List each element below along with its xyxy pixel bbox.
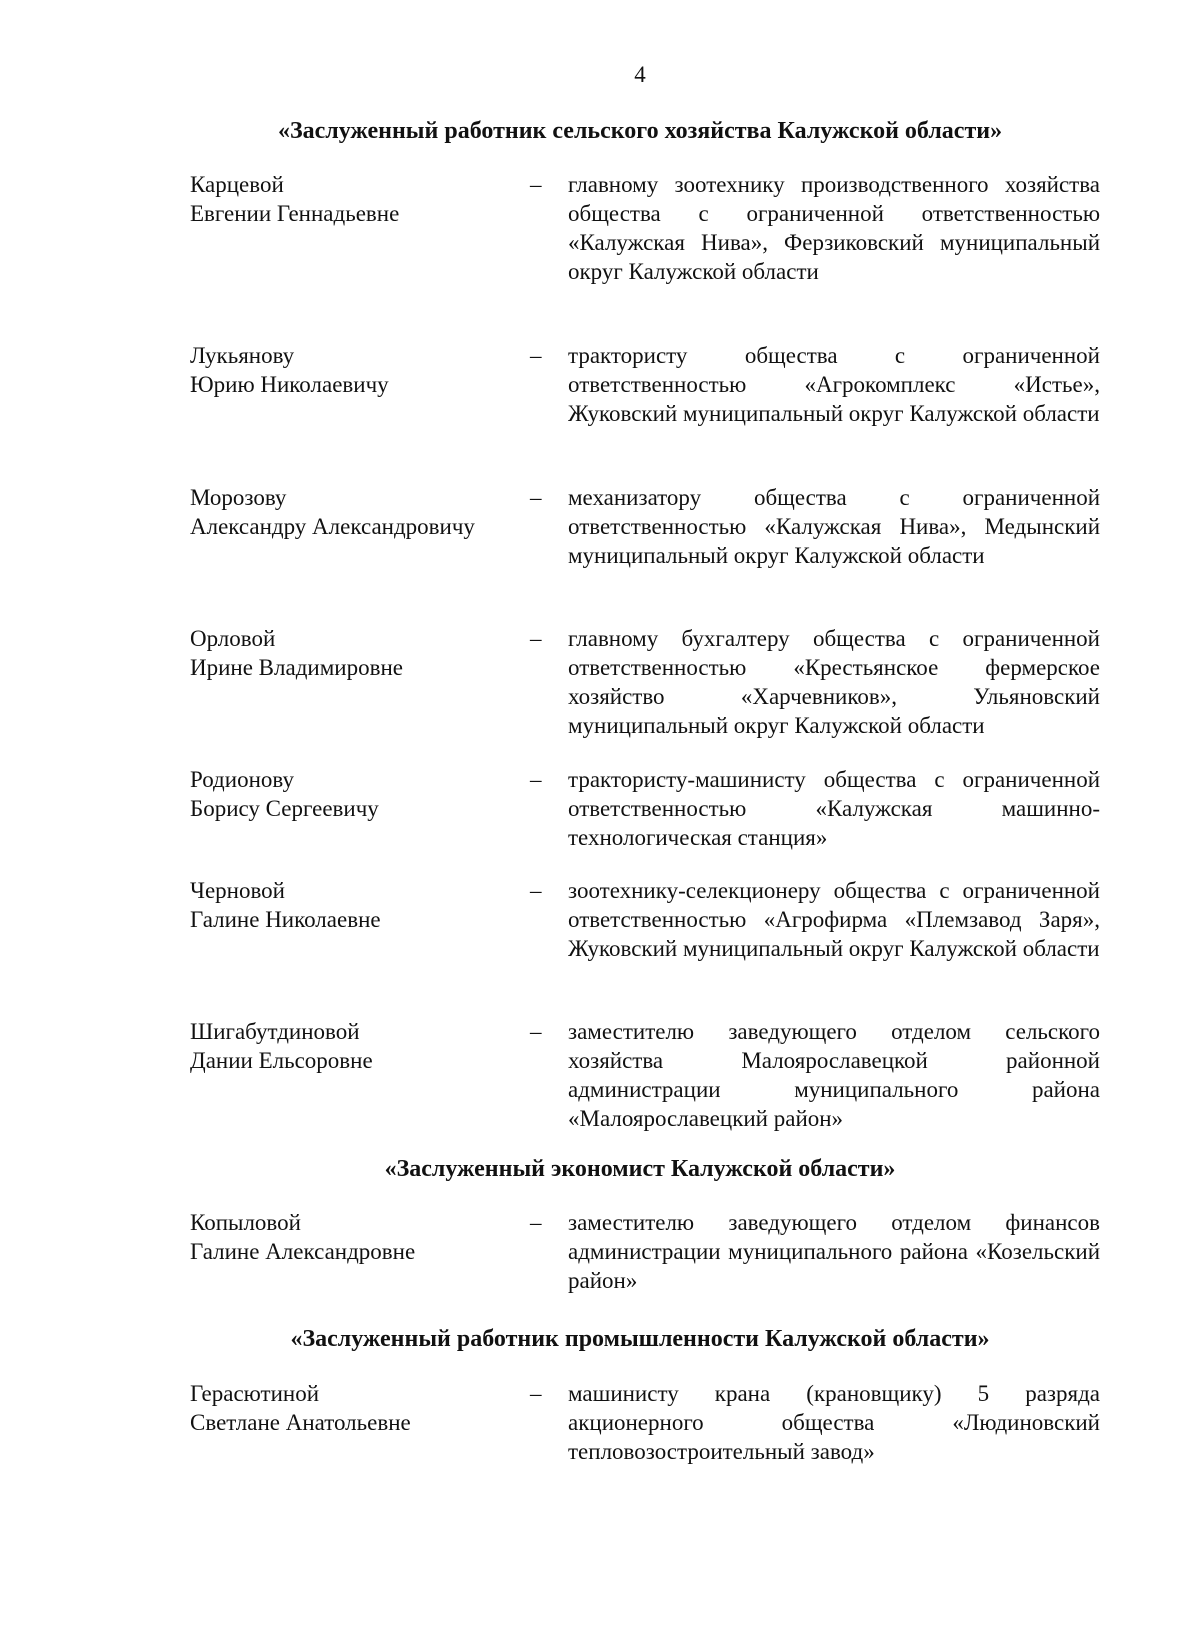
recipient-given-names: Ирине Владимировне — [190, 655, 403, 680]
recipient-name — [190, 483, 510, 541]
recipient-surname: Лукьянову — [190, 343, 295, 368]
recipient-position: заместителю заведующего отделом финансов администрации муниципального района «Козельский район» — [568, 1210, 1100, 1293]
recipient-surname: Родионову — [190, 767, 294, 792]
recipient-given-names: Евгении Геннадьевне — [190, 201, 400, 226]
recipient-surname: Черновой — [190, 878, 285, 903]
recipient-name — [190, 1379, 510, 1437]
recipient-surname: Орловой — [190, 626, 276, 651]
dash: – — [530, 1019, 542, 1044]
recipient-name — [190, 765, 510, 823]
recipient-position: зоотехнику-селекционеру общества с ограниченной ответственностью «Агрофирма «Племзавод Заря», Жуковский муниципальный округ Калужской области — [568, 878, 1100, 961]
section-heading-economist: «Заслуженный экономист Калужской области» — [384, 1156, 896, 1182]
recipient-given-names: Александру Александровичу — [190, 514, 475, 539]
recipient-surname: Шигабутдиновой — [190, 1019, 360, 1044]
dash: – — [530, 626, 542, 651]
dash: – — [530, 485, 542, 510]
recipient-position: механизатору общества с ограниченной ответственностью «Калужская Нива», Медынский муниципальный округ Калужской области — [568, 485, 1100, 568]
recipient-given-names: Галине Александровне — [190, 1239, 416, 1264]
section-heading-industry: «Заслуженный работник промышленности Калужской области» — [290, 1326, 990, 1352]
recipient-surname: Морозову — [190, 485, 287, 510]
page-number: 4 — [634, 62, 646, 87]
recipient-name — [190, 624, 510, 682]
recipient-surname: Карцевой — [190, 172, 284, 197]
recipient-given-names: Галине Николаевне — [190, 907, 381, 932]
recipient-position: главному бухгалтеру общества с ограниченной ответственностью «Крестьянское фермерское хозяйство «Харчевников», Ульяновский муниципальный округ Калужской области — [568, 626, 1100, 738]
recipient-given-names: Дании Ельсоровне — [190, 1048, 373, 1073]
recipient-name — [190, 1017, 510, 1075]
recipient-given-names: Юрию Николаевичу — [190, 372, 389, 397]
dash: – — [530, 1210, 542, 1235]
recipient-surname: Герасютиной — [190, 1381, 320, 1406]
recipient-given-names: Светлане Анатольевне — [190, 1410, 411, 1435]
recipient-position: главному зоотехнику производственного хозяйства общества с ограниченной ответственностью «Калужская Нива», Ферзиковский муниципальный округ Калужской области — [568, 172, 1100, 284]
recipient-position: машинисту крана (крановщику) 5 разряда акционерного общества «Людиновский тепловозостроительный завод» — [568, 1381, 1100, 1464]
dash: – — [530, 878, 542, 903]
recipient-surname: Копыловой — [190, 1210, 301, 1235]
recipient-name — [190, 170, 510, 228]
recipient-given-names: Борису Сергеевичу — [190, 796, 379, 821]
recipient-position: трактористу общества с ограниченной ответственностью «Агрокомплекс «Истье», Жуковский муниципальный округ Калужской области — [568, 343, 1100, 426]
recipient-name — [190, 341, 510, 399]
recipient-name — [190, 876, 510, 934]
recipient-position: заместителю заведующего отделом сельского хозяйства Малоярославецкой районной администрации муниципального района «Малоярославецкий район» — [568, 1019, 1100, 1131]
dash: – — [530, 1381, 542, 1406]
section-heading-agriculture: «Заслуженный работник сельского хозяйства Калужской области» — [277, 118, 1003, 144]
recipient-name — [190, 1208, 510, 1266]
recipient-position: трактористу-машинисту общества с ограниченной ответственностью «Калужская машинно-технологическая станция» — [568, 767, 1100, 850]
dash: – — [530, 343, 542, 368]
dash: – — [530, 172, 542, 197]
dash: – — [530, 767, 542, 792]
